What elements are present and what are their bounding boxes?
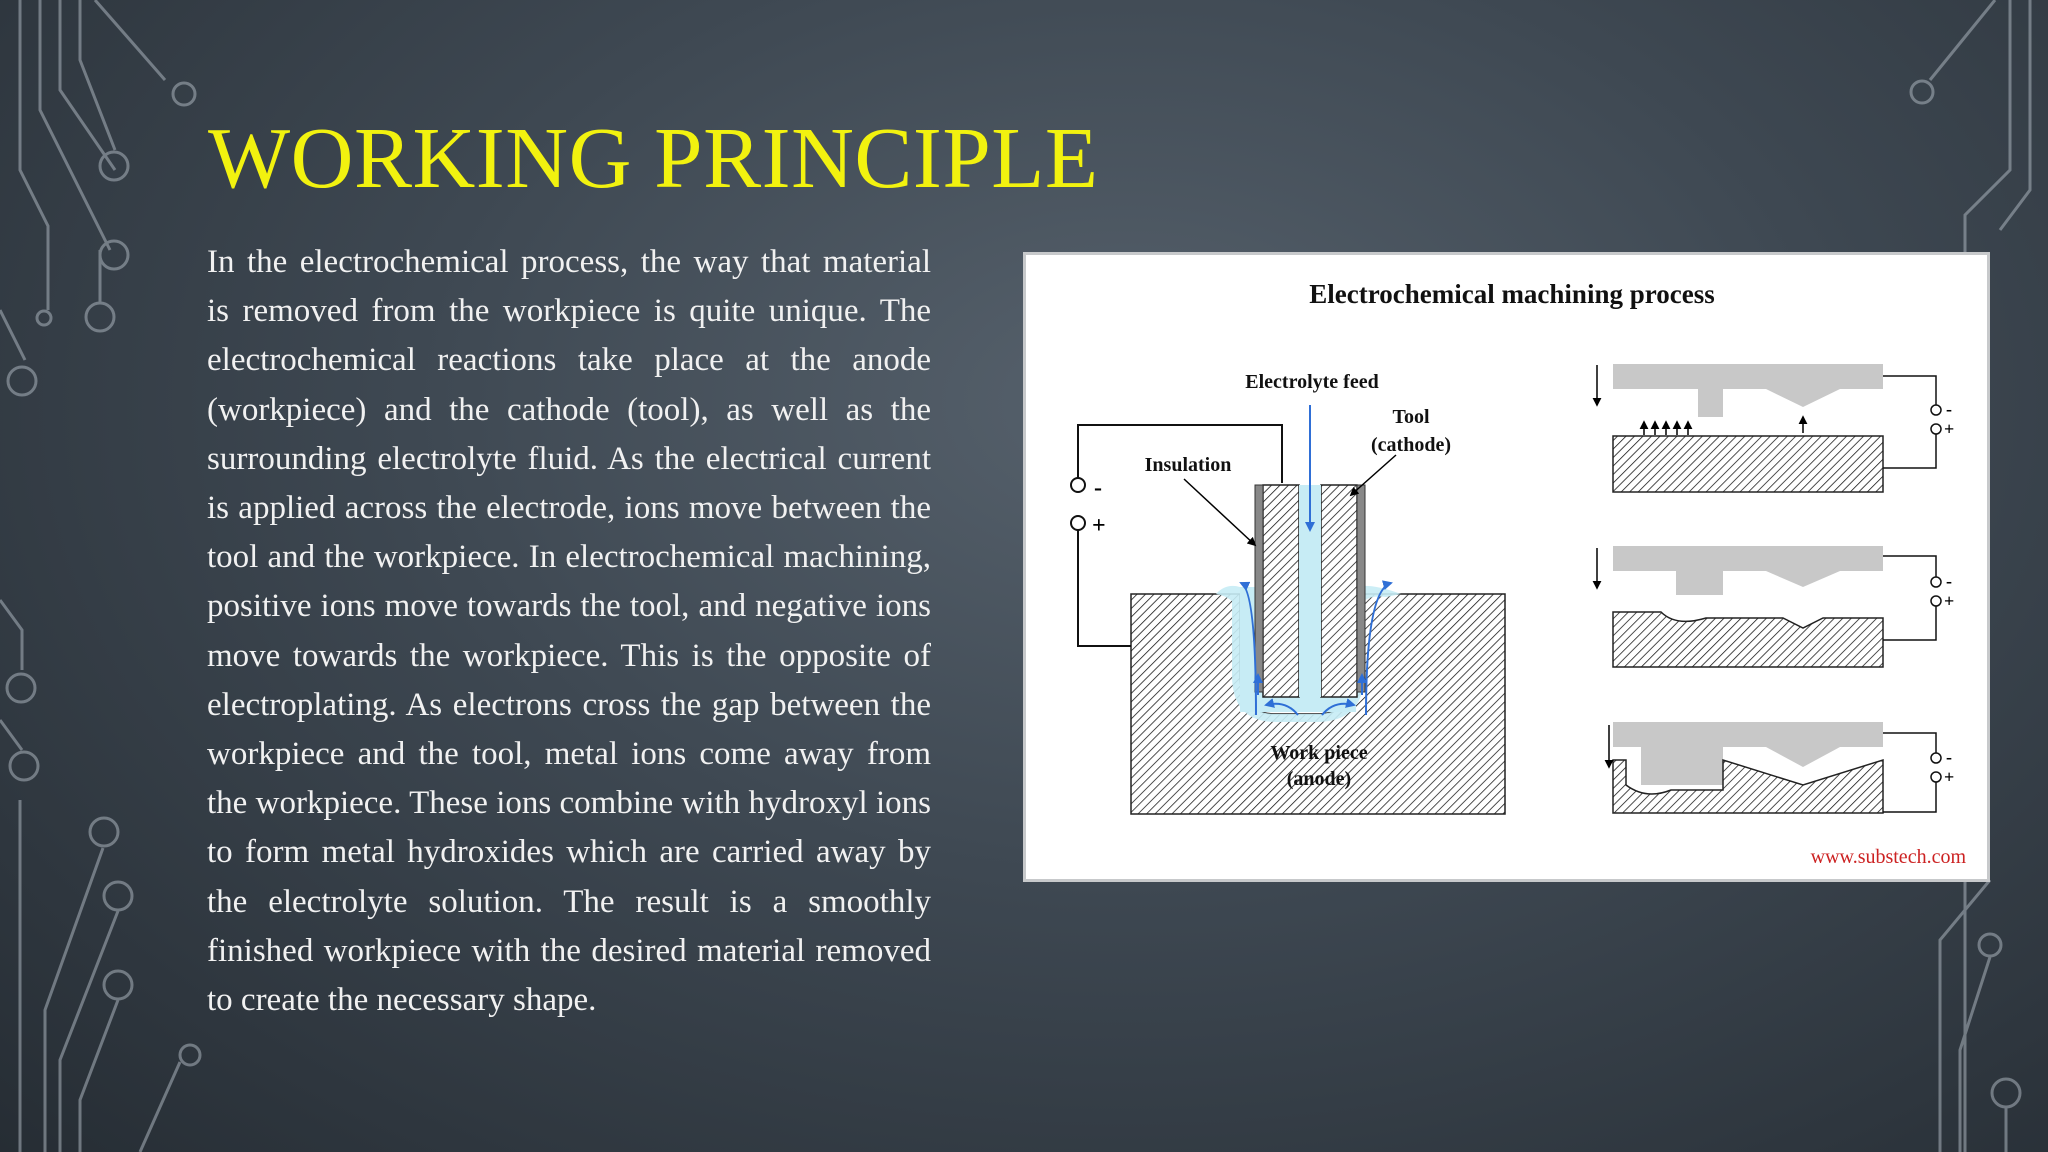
label-cathode: (cathode)	[1371, 434, 1451, 456]
stage-2-diagram	[1597, 546, 1954, 667]
insulation-leader	[1184, 479, 1255, 545]
slide-body-text: In the electrochemical process, the way that material is removed from the workpiece is quite unique. The electrochemical reactions take place at the anode (workpiece) and the cathode (tool), as well as the surrounding electrolyte fluid. As the electrical current is applied across the electrode, ions move between the tool and the workpiece. In electrochemical machining, positive ions move towards the tool, and negative ions move towards the workpiece. This is the opposite of electroplating. As electrons cross the gap between the workpiece and the tool, metal ions come away from the workpiece. These ions combine with hydroxyl ions to form metal hydroxides which are carried away by the electrolyte solution. The result is a smoothly finished workpiece with the desired material removed to create the necessary shape.	[207, 244, 931, 1019]
stage-2-plus: +	[1944, 591, 1955, 611]
stage-3-plus: +	[1944, 767, 1955, 787]
label-tool: Tool	[1392, 406, 1430, 428]
label-anode: (anode)	[1286, 768, 1352, 790]
figure-title: Electrochemical machining process	[1309, 279, 1715, 309]
stage-1-plus: +	[1944, 419, 1955, 439]
slide-title: WORKING PRINCIPLE	[208, 109, 1099, 206]
label-electrolyte-feed: Electrolyte feed	[1245, 371, 1379, 393]
ecm-diagram	[1026, 255, 1987, 879]
terminal-plus: +	[1092, 513, 1106, 539]
stage-3-minus: -	[1946, 747, 1952, 767]
stage-1-diagram	[1597, 364, 1954, 492]
tool-leader	[1351, 455, 1396, 495]
label-insulation: Insulation	[1144, 454, 1232, 476]
figure-credit: www.substech.com	[1810, 846, 1966, 868]
ecm-diagram-figure	[1023, 252, 1990, 882]
label-workpiece: Work piece	[1270, 742, 1368, 764]
terminal-minus: -	[1094, 475, 1102, 501]
stage-1-minus: -	[1946, 399, 1952, 419]
stage-2-minus: -	[1946, 571, 1952, 591]
stage-3-diagram	[1609, 722, 1954, 813]
